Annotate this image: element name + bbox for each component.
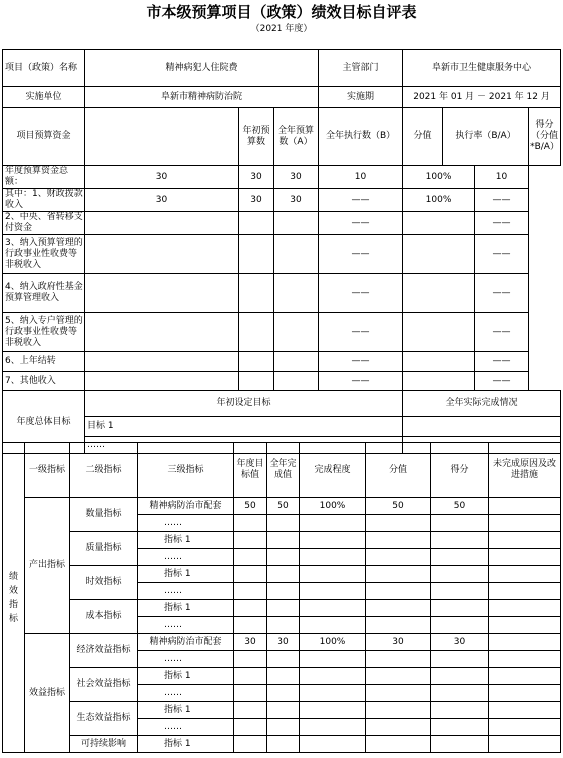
indicator-target: 50 bbox=[234, 498, 267, 515]
perf-col-header: 二级指标 bbox=[70, 443, 138, 498]
budget-col-header: 得分（分值*B/A） bbox=[529, 108, 561, 166]
indicator-value bbox=[366, 651, 431, 668]
indicator-score bbox=[431, 532, 489, 549]
indicator-name: 指标 1 bbox=[138, 736, 234, 753]
budget-row-label: 3、纳入预算管理的行政事业性收费等非税收入 bbox=[3, 235, 85, 274]
indicator-group-name: 经济效益指标 bbox=[70, 634, 138, 668]
budget-row-label: 7、其他收入 bbox=[3, 372, 85, 391]
indicator-target bbox=[234, 600, 267, 617]
indicator-name: …… bbox=[138, 617, 234, 634]
budget-row-label: 2、中央、省转移支付资金 bbox=[3, 212, 85, 235]
indicator-value bbox=[366, 668, 431, 685]
budget-row bbox=[3, 166, 561, 189]
budget-row bbox=[3, 189, 561, 212]
indicator-reason bbox=[489, 702, 561, 719]
perf-col-header: 年度目标值 bbox=[234, 443, 267, 498]
indicator-actual bbox=[267, 566, 300, 583]
budget-score: —— bbox=[475, 352, 529, 372]
budget-rate bbox=[403, 212, 475, 235]
budget-score: 10 bbox=[475, 166, 529, 189]
indicator-target bbox=[234, 515, 267, 532]
budget-annual: 30 bbox=[239, 166, 274, 189]
budget-executed bbox=[274, 235, 319, 274]
indicator-score bbox=[431, 736, 489, 753]
budget-score: —— bbox=[475, 212, 529, 235]
indicator-name: 指标 1 bbox=[138, 600, 234, 617]
indicator-row bbox=[3, 668, 561, 685]
indicator-score bbox=[431, 651, 489, 668]
indicator-reason bbox=[489, 600, 561, 617]
indicator-value bbox=[366, 617, 431, 634]
indicator-degree bbox=[300, 685, 366, 702]
indicator-actual bbox=[267, 515, 300, 532]
benefit-section-label: 效益指标 bbox=[25, 634, 70, 753]
budget-score: —— bbox=[475, 372, 529, 391]
budget-rate: 100% bbox=[403, 166, 475, 189]
budget-rate bbox=[403, 313, 475, 352]
budget-score: —— bbox=[475, 189, 529, 212]
indicator-actual bbox=[267, 702, 300, 719]
budget-row-label: 其中：1、财政拨款收入 bbox=[3, 189, 85, 212]
indicator-actual bbox=[267, 549, 300, 566]
impl-value: 阜新市精神病防治院 bbox=[85, 87, 319, 108]
dept-value: 阜新市卫生健康服务中心 bbox=[403, 50, 561, 87]
indicator-reason bbox=[489, 617, 561, 634]
budget-executed bbox=[274, 212, 319, 235]
budget-row bbox=[3, 372, 561, 391]
indicator-group-name: 可持续影响 bbox=[70, 736, 138, 753]
indicator-name: 指标 1 bbox=[138, 532, 234, 549]
indicator-degree bbox=[300, 549, 366, 566]
budget-executed: 30 bbox=[274, 189, 319, 212]
budget-initial: 30 bbox=[85, 166, 239, 189]
budget-score-value: —— bbox=[319, 372, 403, 391]
indicator-reason bbox=[489, 498, 561, 515]
perf-col-header: 未完成原因及改进措施 bbox=[489, 443, 561, 498]
indicator-score bbox=[431, 617, 489, 634]
budget-annual bbox=[239, 372, 274, 391]
indicator-actual: 30 bbox=[267, 634, 300, 651]
indicator-score bbox=[431, 549, 489, 566]
budget-col-header: 全年执行数（B） bbox=[319, 108, 403, 166]
indicator-actual bbox=[267, 719, 300, 736]
indicator-reason bbox=[489, 532, 561, 549]
indicator-row bbox=[3, 566, 561, 583]
budget-annual bbox=[239, 212, 274, 235]
indicator-name: …… bbox=[138, 515, 234, 532]
indicator-reason bbox=[489, 634, 561, 651]
performance-table bbox=[2, 442, 561, 753]
budget-initial bbox=[85, 212, 239, 235]
indicator-value bbox=[366, 600, 431, 617]
impl-label: 实施单位 bbox=[3, 87, 85, 108]
indicator-row bbox=[3, 634, 561, 651]
indicator-score bbox=[431, 583, 489, 600]
budget-rate bbox=[403, 372, 475, 391]
budget-rate: 100% bbox=[403, 189, 475, 212]
budget-section-label: 项目预算资金 bbox=[3, 108, 85, 166]
budget-executed bbox=[274, 313, 319, 352]
indicator-value bbox=[366, 549, 431, 566]
indicator-actual bbox=[267, 532, 300, 549]
indicator-row bbox=[3, 532, 561, 549]
budget-executed bbox=[274, 274, 319, 313]
indicator-score bbox=[431, 685, 489, 702]
budget-rate bbox=[403, 352, 475, 372]
budget-initial bbox=[85, 235, 239, 274]
indicator-target bbox=[234, 702, 267, 719]
indicator-score: 50 bbox=[431, 498, 489, 515]
indicator-name: …… bbox=[138, 651, 234, 668]
budget-score-value: 10 bbox=[319, 166, 403, 189]
indicator-value bbox=[366, 566, 431, 583]
indicator-degree bbox=[300, 515, 366, 532]
budget-annual bbox=[239, 274, 274, 313]
budget-col-header: 分值 bbox=[403, 108, 443, 166]
goals-target-1: 目标 1 bbox=[85, 417, 403, 437]
indicator-actual bbox=[267, 668, 300, 685]
indicator-row bbox=[3, 702, 561, 719]
project-name-label: 项目（政策）名称 bbox=[3, 50, 85, 87]
budget-annual bbox=[239, 235, 274, 274]
indicator-value bbox=[366, 515, 431, 532]
budget-row bbox=[3, 274, 561, 313]
indicator-row bbox=[3, 498, 561, 515]
indicator-reason bbox=[489, 549, 561, 566]
indicator-target: 30 bbox=[234, 634, 267, 651]
indicator-actual bbox=[267, 617, 300, 634]
indicator-degree bbox=[300, 736, 366, 753]
period-label: 实施期 bbox=[319, 87, 403, 108]
indicator-value bbox=[366, 702, 431, 719]
budget-initial bbox=[85, 372, 239, 391]
performance-section-label bbox=[3, 443, 25, 753]
indicator-group-name: 时效指标 bbox=[70, 566, 138, 600]
budget-annual bbox=[239, 352, 274, 372]
indicator-value bbox=[366, 685, 431, 702]
indicator-reason bbox=[489, 685, 561, 702]
dept-label: 主管部门 bbox=[319, 50, 403, 87]
budget-row-label: 5、纳入专户管理的行政事业性收费等非税收入 bbox=[3, 313, 85, 352]
indicator-degree bbox=[300, 702, 366, 719]
indicator-degree bbox=[300, 651, 366, 668]
budget-row bbox=[3, 212, 561, 235]
goals-ellipsis: …… bbox=[85, 437, 403, 454]
indicator-actual bbox=[267, 736, 300, 753]
indicator-name: …… bbox=[138, 719, 234, 736]
page-subtitle: （2021 年度） bbox=[250, 24, 313, 34]
budget-score-value: —— bbox=[319, 189, 403, 212]
budget-score-value: —— bbox=[319, 352, 403, 372]
indicator-target bbox=[234, 719, 267, 736]
indicator-score bbox=[431, 702, 489, 719]
budget-score: —— bbox=[475, 274, 529, 313]
budget-executed bbox=[274, 372, 319, 391]
page-title: 市本级预算项目（政策）绩效目标自评表 bbox=[146, 3, 417, 21]
budget-score: —— bbox=[475, 235, 529, 274]
indicator-degree bbox=[300, 532, 366, 549]
indicator-group-name: 数量指标 bbox=[70, 498, 138, 532]
budget-table bbox=[2, 49, 561, 454]
performance-section-text: 绩效指标 bbox=[8, 571, 18, 624]
indicator-target bbox=[234, 583, 267, 600]
indicator-target bbox=[234, 549, 267, 566]
indicator-target bbox=[234, 566, 267, 583]
goals-section-label: 年度总体目标 bbox=[3, 391, 85, 454]
budget-rows bbox=[3, 166, 561, 391]
indicator-value: 50 bbox=[366, 498, 431, 515]
perf-col-header: 分值 bbox=[366, 443, 431, 498]
indicator-value: 30 bbox=[366, 634, 431, 651]
indicator-actual bbox=[267, 651, 300, 668]
budget-initial bbox=[85, 313, 239, 352]
budget-rate bbox=[403, 235, 475, 274]
indicator-actual: 50 bbox=[267, 498, 300, 515]
indicator-score bbox=[431, 566, 489, 583]
indicator-reason bbox=[489, 668, 561, 685]
indicator-degree bbox=[300, 617, 366, 634]
indicator-target bbox=[234, 685, 267, 702]
indicator-group-name: 生态效益指标 bbox=[70, 702, 138, 736]
indicator-name: …… bbox=[138, 685, 234, 702]
indicator-degree: 100% bbox=[300, 634, 366, 651]
indicator-name: 指标 1 bbox=[138, 702, 234, 719]
indicator-name: 指标 1 bbox=[138, 668, 234, 685]
indicator-value bbox=[366, 583, 431, 600]
indicator-target bbox=[234, 617, 267, 634]
budget-score-value: —— bbox=[319, 274, 403, 313]
indicator-degree bbox=[300, 719, 366, 736]
indicator-group-name: 社会效益指标 bbox=[70, 668, 138, 702]
budget-col-header: 执行率（B/A） bbox=[443, 108, 529, 166]
output-section-label: 产出指标 bbox=[25, 498, 70, 634]
perf-col-header: 完成程度 bbox=[300, 443, 366, 498]
perf-col-header: 全年完成值 bbox=[267, 443, 300, 498]
budget-score-value: —— bbox=[319, 313, 403, 352]
budget-annual: 30 bbox=[239, 189, 274, 212]
period-value: 2021 年 01 月 － 2021 年 12 月 bbox=[403, 87, 561, 108]
indicator-score bbox=[431, 600, 489, 617]
goals-initial-label: 年初设定目标 bbox=[85, 391, 403, 417]
project-name-value: 精神病犯人住院费 bbox=[85, 50, 319, 87]
indicator-actual bbox=[267, 600, 300, 617]
budget-row-label: 4、纳入政府性基金预算管理收入 bbox=[3, 274, 85, 313]
indicator-name: 精神病防治市配套 bbox=[138, 634, 234, 651]
budget-score-value: —— bbox=[319, 235, 403, 274]
indicator-value bbox=[366, 736, 431, 753]
indicator-reason bbox=[489, 566, 561, 583]
indicator-reason bbox=[489, 583, 561, 600]
indicator-name: …… bbox=[138, 549, 234, 566]
indicator-reason bbox=[489, 736, 561, 753]
budget-initial bbox=[85, 352, 239, 372]
indicator-value bbox=[366, 719, 431, 736]
indicator-name: 精神病防治市配套 bbox=[138, 498, 234, 515]
indicator-degree bbox=[300, 566, 366, 583]
indicator-reason bbox=[489, 719, 561, 736]
indicator-actual bbox=[267, 685, 300, 702]
indicator-group-name: 成本指标 bbox=[70, 600, 138, 634]
indicator-reason bbox=[489, 651, 561, 668]
indicator-target bbox=[234, 532, 267, 549]
indicator-degree bbox=[300, 583, 366, 600]
perf-col-header: 三级指标 bbox=[138, 443, 234, 498]
performance-body bbox=[3, 443, 561, 753]
indicator-degree: 100% bbox=[300, 498, 366, 515]
budget-col-header: 年初预算数 bbox=[239, 108, 274, 166]
indicator-degree bbox=[300, 600, 366, 617]
indicator-name: …… bbox=[138, 583, 234, 600]
indicator-score bbox=[431, 668, 489, 685]
indicator-name: 指标 1 bbox=[138, 566, 234, 583]
budget-row-label: 6、上年结转 bbox=[3, 352, 85, 372]
indicator-row bbox=[3, 736, 561, 753]
indicator-value bbox=[366, 532, 431, 549]
indicator-score bbox=[431, 719, 489, 736]
indicator-target bbox=[234, 668, 267, 685]
budget-col-header: 全年预算数（A） bbox=[274, 108, 319, 166]
indicator-target bbox=[234, 736, 267, 753]
budget-annual bbox=[239, 313, 274, 352]
indicator-group-name: 质量指标 bbox=[70, 532, 138, 566]
budget-executed: 30 bbox=[274, 166, 319, 189]
budget-score: —— bbox=[475, 313, 529, 352]
indicator-row bbox=[3, 600, 561, 617]
budget-row bbox=[3, 352, 561, 372]
budget-row bbox=[3, 235, 561, 274]
indicator-degree bbox=[300, 668, 366, 685]
indicator-score bbox=[431, 515, 489, 532]
budget-initial: 30 bbox=[85, 189, 239, 212]
budget-executed bbox=[274, 352, 319, 372]
budget-rate bbox=[403, 274, 475, 313]
indicator-reason bbox=[489, 515, 561, 532]
perf-col-header: 一级指标 bbox=[25, 443, 70, 498]
indicator-target bbox=[234, 651, 267, 668]
budget-score-value: —— bbox=[319, 212, 403, 235]
indicator-score: 30 bbox=[431, 634, 489, 651]
goals-actual-label: 全年实际完成情况 bbox=[403, 391, 561, 417]
indicator-actual bbox=[267, 583, 300, 600]
budget-row-label: 年度预算资金总额： bbox=[3, 166, 85, 189]
budget-initial bbox=[85, 274, 239, 313]
budget-row bbox=[3, 313, 561, 352]
perf-col-header: 得分 bbox=[431, 443, 489, 498]
